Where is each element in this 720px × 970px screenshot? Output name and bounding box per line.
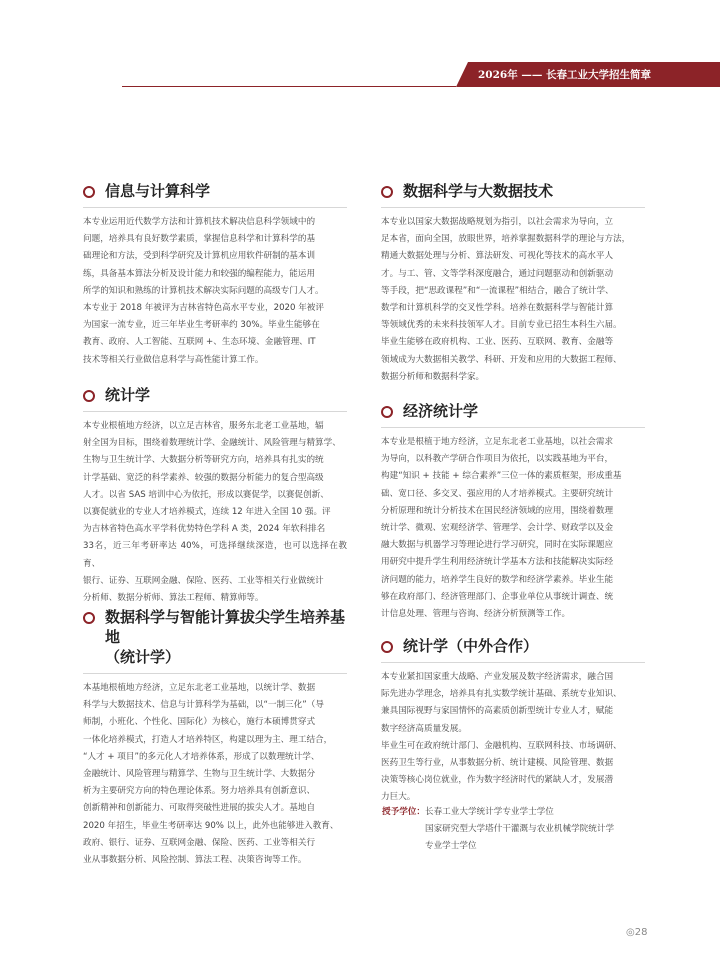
divider: [381, 662, 645, 663]
section-talent-base: [83, 607, 347, 869]
divider: [381, 427, 645, 428]
section-title: 数据科学与大数据技术: [381, 181, 645, 201]
section-info-computing: [83, 181, 347, 369]
section-data-science: [381, 181, 645, 386]
circle-bullet-icon: [381, 186, 393, 198]
section-title: 统计学: [83, 385, 347, 405]
divider: [381, 207, 645, 208]
page-number: ◎28: [626, 927, 648, 938]
circle-bullet-icon: [381, 406, 393, 418]
section-title: 统计学（中外合作）: [381, 636, 645, 656]
section-economic-statistics: [381, 401, 645, 623]
degree-label: 授予学位：: [382, 807, 425, 817]
circle-bullet-icon: [83, 390, 95, 402]
section-title: 信息与计算科学: [83, 181, 347, 201]
circle-bullet-icon: [83, 186, 95, 198]
degree-value: 长春工业大学统计学专业学士学位 国家研究型大学塔什干灌溉与农业机械学院统计学 专业学士学位: [424, 807, 615, 851]
section-body: 本专业紧扣国家重大战略、产业发展及数字经济需求，融合国 际先进办学理念，培养具有扎实数学统计基础、系统专业知识、 兼具国际视野与家国情怀的高素质创新型统计专业人才，赋能 数字经济高质量发展。 毕业生可在政府统计部门、金融机构、互联网科技、市场调研、 医药卫生等行业，从事数据分析、统计建模、风险管理、数据 决策等核心岗位就业，作为数字经济时代的紧缺人才，发展潜 力巨大。: [381, 672, 622, 803]
section-title: 数据科学与智能计算拔尖学生培养基地 （统计学）: [83, 607, 347, 667]
section-body: 本专业运用近代数学方法和计算机技术解决信息科学领域中的 问题，培养具有良好数学素质，掌握信息科学和计算科学的基 础理论和方法，受到科学研究及计算机应用软件研制的基本训 练，具备基本算法分析及设计能力和较强的编程能力，能运用 所学的知识和熟练的计算机技术解决实际问题的高级专门人才。 本专业于 2018 年被评为吉林省特色高水平专业，2020 年被评 为国家一流专业，近三年毕业生考研率约 30%。毕业生能够在 教育、政府、人工智能、互联网 +、生态环境、金融管理、IT 技术等相关行业做信息科学与高性能计算工作。: [83, 217, 324, 365]
header-title: 2026年 —— 长春工业大学招生简章: [478, 69, 652, 81]
section-body: 本专业根植地方经济，以立足吉林省，服务东北老工业基地，辐 射全国为目标，围绕着数理统计学、金融统计、风险管理与精算学、 生物与卫生统计学、大数据分析等研究方向，培养具有扎实的统 计学基础、宽泛的科学素养、较强的数据分析能力的复合型高级 人才。以省 SAS 培训中心为依托，形成以赛促学，以赛促创新、 以赛促就业的专业人才培养模式，连续 12 年进入全国 10 强。评 为吉林省特色高水平学科优势特色学科 A 类，2024 年软科排名 33名，近三年考研率达 40%，可选择继续深造，也可以选择在教育、 银行、证券、互联网金融、保险、医药、工业等相关行业做统计 分析师、数据分析师、算法工程师、精算师等。: [83, 421, 347, 604]
section-body: 本专业以国家大数据战略规划为指引，以社会需求为导向，立 足本省，面向全国，放眼世界，培养掌握数据科学的理论与方法， 精通大数据处理与分析、算法研发、可视化等技术的高水平人 才。与工、管、文等学科深度融合，通过问题驱动和创新驱动 等手段，把“思政课程”和“一流课程”相结合，融合了统计学、 数学和计算机科学的交叉性学科。培养在数据科学与智能计算 等领域优秀的未来科技领军人才。目前专业已招生本科生六届。 毕业生能够在政府机构、工业、医药、互联网、教育、金融等 领域成为大数据相关教学、科研、开发和应用的大数据工程师、 数据分析师和数据科学家。: [381, 217, 631, 382]
divider: [83, 673, 347, 674]
section-statistics-joint: [381, 636, 645, 807]
section-title: 经济统计学: [381, 401, 645, 421]
circle-bullet-icon: [381, 641, 393, 653]
section-body: 本基地根植地方经济，立足东北老工业基地，以统计学、数据 科学与大数据技术、信息与计算科学为基础，以“一制三化”（导 师制，小班化、个性化、国际化）为核心，施行本硕博贯穿式 一体化培养模式，打造人才培养特区，构建以理为主、理工结合， “人才 + 项目”的多元化人才培养体系，形成了以数理统计学、 金融统计、风险管理与精算学、生物与卫生统计学、大数据分 析为主要研究方向的特色理论体系。努力培养具有创新意识、 创新精神和创新能力、可取得突破性进展的拔尖人才。基地自 2020 年招生，毕业生考研率达 90% 以上，此外也能够进入教育、 政府、银行、证券、互联网金融、保险、医药、工业等相关行 业从事数据分析、风险控制、算法工程、决策咨询等工作。: [83, 683, 339, 866]
divider: [83, 207, 347, 208]
section-statistics: [83, 385, 347, 607]
section-body: 本专业是根植于地方经济，立足东北老工业基地，以社会需求 为导向，以科教产学研合作项目为依托，以实践基地为平台， 构建“知识 + 技能 + 综合素养”三位一体的素质框架，形成重基 础、宽口径、多交叉、强应用的人才培养模式。主要研究统计 分析原理和统计分析技术在国民经济领域的应用，围绕着数理 统计学、微观、宏观经济学、管理学、会计学、财政学以及金 融大数据与机器学习等理论进行学习研究，同时在实际课题应 用研究中提升学生利用经济统计学基本方法和技能解决实际经 济问题的能力，培养学生良好的数学和经济学素养。毕业生能 够在政府部门、经济管理部门、企事业单位从事统计调查、统 计信息处理、管理与咨询、经济分析预测等工作。: [381, 437, 622, 620]
degree-info: [382, 804, 614, 855]
circle-bullet-icon: [83, 612, 95, 624]
divider: [83, 411, 347, 412]
